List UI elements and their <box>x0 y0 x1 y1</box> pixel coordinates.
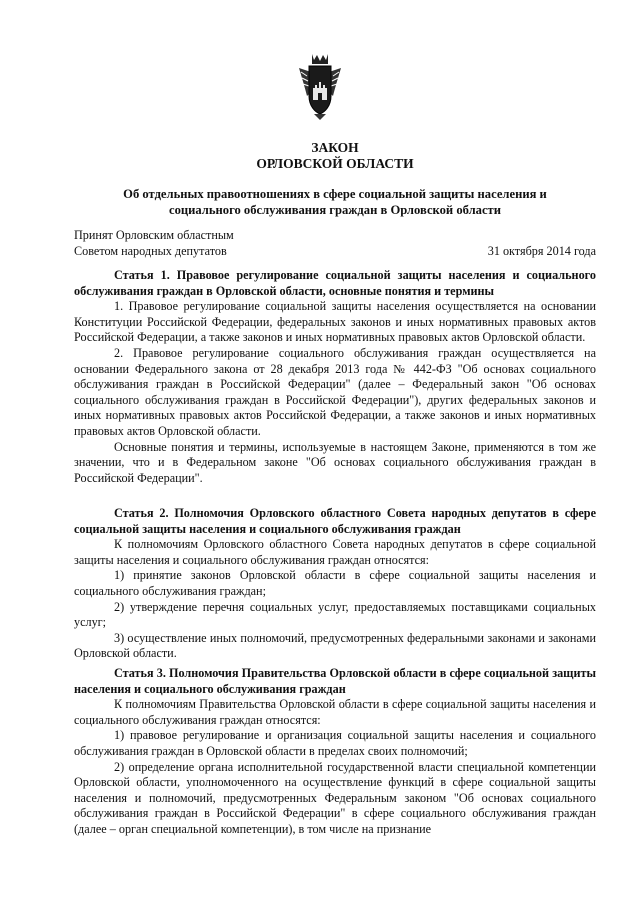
article-title: Статья 3. Полномочия Правительства Орловской области в сфере социальной защиты населения и социального обслуживания граждан <box>74 666 596 696</box>
article-paragraph: 3) осуществление иных полномочий, предусмотренных федеральными законами и законами Орловской области. <box>74 630 596 661</box>
article-paragraph: 1. Правовое регулирование социальной защиты населения осуществляется на основании Конституции Российской Федерации, федеральных законов и иных нормативных правовых актов Российской Федерации, а также законов и иных нормативных правовых актов Орловской области. <box>74 299 596 345</box>
article-paragraph: 2) определение органа исполнительной государственной власти специальной компетенции Орловской области, уполномоченного на осуществление функций в сфере социальной защиты населения и полномочий, предусмотренных Федеральным законом "Об основах социального обслуживания граждан в Российской Федерации" в сфере социального обслуживания граждан (далее – орган специальной компетенции), в том числе на признание <box>74 759 596 836</box>
adoption-block <box>74 228 596 259</box>
article-paragraph: 2) утверждение перечня социальных услуг, предоставляемых поставщиками социальных услуг; <box>74 599 596 630</box>
article-paragraph: 1) принятие законов Орловской области в сфере социальной защиты населения и социального обслуживания граждан; <box>74 568 596 598</box>
law-heading: ЗАКОН <box>311 140 359 155</box>
adoption-date: 31 октября 2014 года <box>487 243 596 258</box>
article-paragraph: 1) правовое регулирование и организация социальной защиты населения и социального обслуживания граждан в Орловской области в пределах своих полномочий; <box>74 728 596 758</box>
article-paragraph: К полномочиям Правительства Орловской области в сфере социальной защиты населения и социального обслуживания граждан относятся: <box>74 697 596 727</box>
region-heading: ОРЛОВСКОЙ ОБЛАСТИ <box>256 156 414 171</box>
article-1 <box>74 268 596 486</box>
law-subject-line-2: социального обслуживания граждан в Орловской области <box>169 203 501 217</box>
law-subject-line-1: Об отдельных правоотношениях в сфере социальной защиты населения и <box>123 187 547 201</box>
article-3 <box>74 666 596 838</box>
article-title: Статья 1. Правовое регулирование социальной защиты населения и социального обслуживания граждан в Орловской области, основные понятия и термины <box>74 268 596 298</box>
article-paragraph: 2. Правовое регулирование социального обслуживания граждан осуществляется на основании Федерального закона от 28 декабря 2013 года № 442-ФЗ "Об основах социального обслуживания граждан в Российской Федерации" (далее – Федеральный закон "Об основах социального обслуживания граждан в Российской Федерации"), других федеральных законов и иных нормативных правовых актов Российской Федерации, а также законов и иных нормативных правовых актов Орловской области. <box>74 345 596 438</box>
article-paragraph: К полномочиям Орловского областного Совета народных депутатов в сфере социальной защиты населения и социального обслуживания граждан относятся: <box>74 537 596 567</box>
coat-of-arms-emblem <box>297 52 343 122</box>
article-title: Статья 2. Полномочия Орловского областного Совета народных депутатов в сфере социальной защиты населения и социального обслуживания граждан <box>74 506 596 536</box>
article-2 <box>74 506 596 662</box>
adopted-by-line-1: Принят Орловским областным <box>74 228 234 242</box>
article-paragraph: Основные понятия и термины, используемые в настоящем Законе, применяются в том же значении, что и в Федеральном законе "Об основах социального обслуживания граждан в Российской Федерации". <box>74 439 596 485</box>
adopted-by-line-2: Советом народных депутатов <box>74 243 227 258</box>
